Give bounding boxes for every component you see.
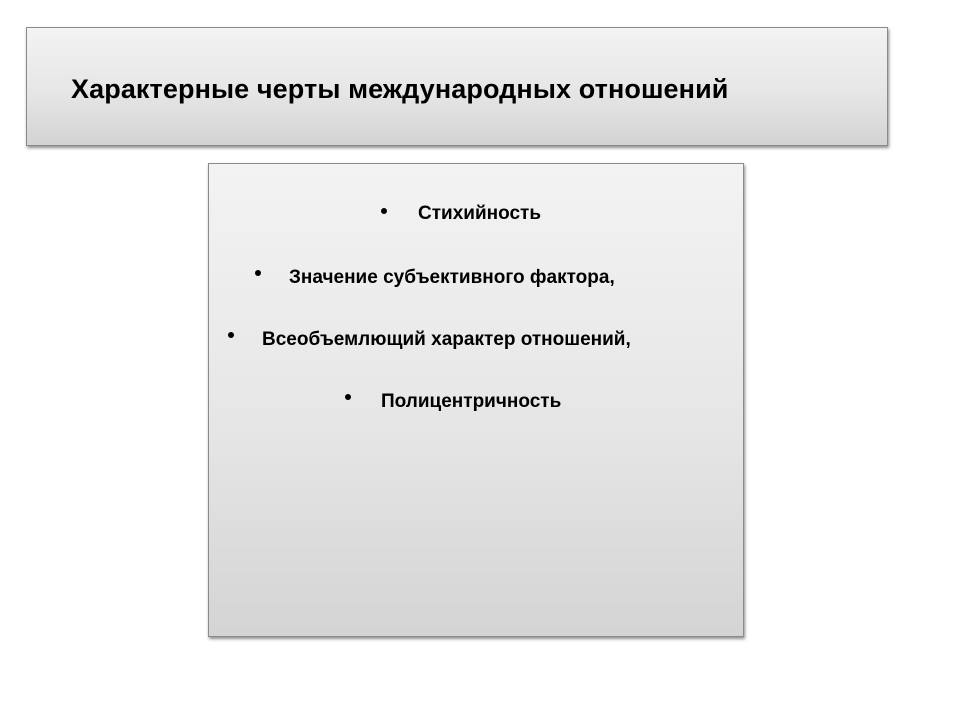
title-box <box>26 27 888 146</box>
bullet-icon <box>255 270 261 276</box>
bullet-icon <box>228 332 234 338</box>
list-item-4: Полицентричность <box>381 391 562 412</box>
list-item-2: Значение субъективного фактора, <box>289 267 615 288</box>
bullet-icon <box>381 208 387 214</box>
list-item-3: Всеобъемлющий характер отношений, <box>262 329 631 350</box>
slide-title: Характерные черты международных отношений <box>71 74 729 104</box>
list-item-1: Стихийность <box>418 203 542 224</box>
bullet-icon <box>345 394 351 400</box>
content-box <box>208 163 744 637</box>
